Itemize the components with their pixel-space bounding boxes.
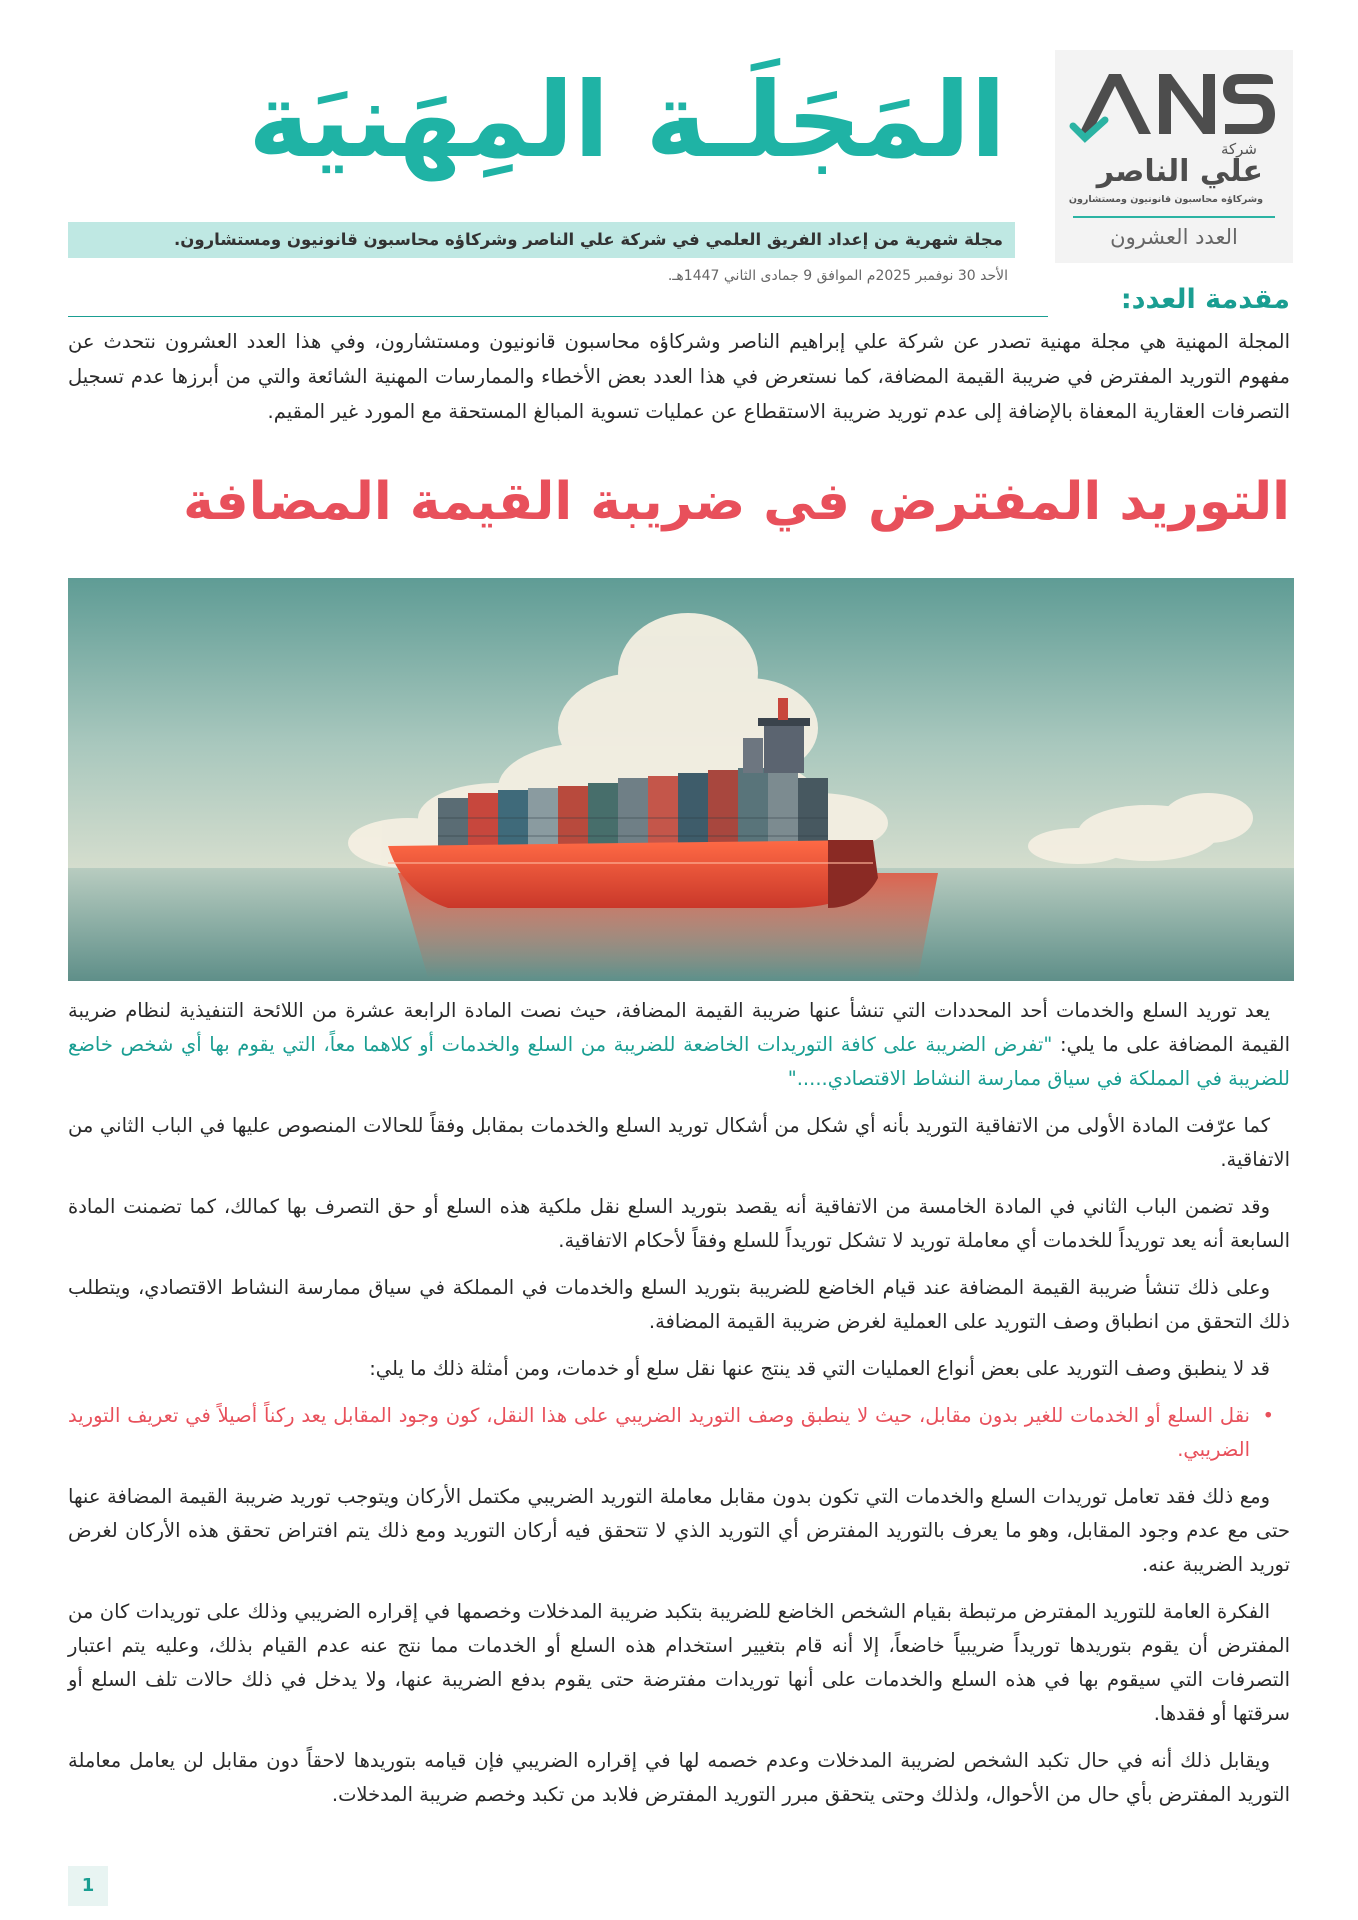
intro-heading: مقدمة العدد: — [1120, 284, 1290, 315]
logo-company-prefix: شركة — [1220, 140, 1257, 158]
logo-divider — [1073, 216, 1275, 218]
issue-date: الأحد 30 نوفمبر 2025م الموافق 9 جمادى الثاني 1447هـ. — [667, 268, 1008, 284]
intro-paragraph: المجلة المهنية هي مجلة مهنية تصدر عن شركة علي إبراهيم الناصر وشركاؤه محاسبون قانونيون ومستشارون، وفي هذا العدد العشرون نتحدث عن مفهوم التوريد المفترض في ضريبة القيمة المضافة، كما نستعرض في هذا العدد بعض الأخطاء والممارسات المهنية الشائعة والتي من أبرزها عدم تسجيل التصرفات العقارية المعفاة بالإضافة إلى عدم توريد ضريبة الاستقطاع عن عمليات تسوية المبالغ المستحقة مع المورد غير المقيم. — [68, 330, 1290, 423]
paragraph-1-lead: يعد توريد السلع والخدمات أحد المحددات التي تنشأ عنها ضريبة القيمة المضافة، حيث نصت المادة الرابعة عشرة من اللائحة التنفيذية لنظام ضريبة القيمة المضافة على ما يلي: — [68, 999, 1290, 1056]
issue-label: العدد العشرون — [1110, 225, 1238, 249]
cargo-ship-image — [68, 578, 1294, 981]
article-body — [68, 994, 1290, 1825]
article-paragraph-4: وعلى ذلك تنشأ ضريبة القيمة المضافة عند قيام الخاضع للضريبة بتوريد السلع والخدمات في المملكة في سياق ممارسة النشاط الاقتصادي، ويتطلب ذلك التحقق من انطباق وصف التوريد على العملية لغرض ضريبة القيمة المضافة. — [68, 1276, 1290, 1333]
company-logo-box — [1055, 50, 1293, 263]
intro-heading-rule — [68, 316, 1048, 317]
article-paragraph-2: كما عرّفت المادة الأولى من الاتفاقية التوريد بأنه أي شكل من أشكال توريد السلع والخدمات بمقابل وفقاً للحالات المنصوص عليها في الباب الثاني من الاتفاقية. — [68, 1114, 1290, 1171]
regulation-quote: "تفرض الضريبة على كافة التوريدات الخاضعة للضريبة من السلع والخدمات أو كلاهما معاً، التي يقوم بها أي شخص خاضع للضريبة في المملكة في سياق ممارسة النشاط الاقتصادي....." — [68, 1033, 1290, 1090]
bullet-text: نقل السلع أو الخدمات للغير بدون مقابل، حيث لا ينطبق وصف التوريد الضريبي على هذا النقل، كون وجود المقابل يعد ركناً أصيلاً في تعريف التوريد الضريبي. — [68, 1404, 1250, 1461]
bullet-dot-icon: • — [1262, 1404, 1274, 1427]
page-number: 1 — [68, 1866, 108, 1906]
ans-logo-icon — [1069, 64, 1279, 146]
article-paragraph-1 — [68, 994, 1290, 1096]
logo-company-name: علي الناصر — [1096, 154, 1263, 189]
article-paragraph-7: الفكرة العامة للتوريد المفترض مرتبطة بقيام الشخص الخاضع للضريبة بتكبد ضريبة المدخلات وخصمها في إقراره الضريبي وذلك على توريدات كان من المفترض أن يقوم بتوريدها توريداً ضريبياً خاضعاً، إلا أنه قام بتغيير استخدام هذه السلع أو الخدمات مما نتج عنه عدم القيام بذلك، وعليه يتم اعتبار التصرفات التي سيقوم بها في هذه السلع والخدمات على أنها توريدات مفترضة حتى يقوم بدفع الضريبة عنها، ولا يدخل في ذلك حالات تلف السلع أو سرقتها أو فقدها. — [68, 1600, 1290, 1725]
article-paragraph-3: وقد تضمن الباب الثاني في المادة الخامسة من الاتفاقية أنه يقصد بتوريد السلع نقل ملكية هذه السلع أو حق التصرف بها كمالك، كما تضمنت المادة السابعة أنه يعد توريداً للخدمات أي معاملة توريد لا تشكل توريداً للسلع وفقاً لأحكام الاتفاقية. — [68, 1195, 1290, 1252]
article-paragraph-5: قد لا ينطبق وصف التوريد على بعض أنواع العمليات التي قد ينتج عنها نقل سلع أو خدمات، ومن أمثلة ذلك ما يلي: — [369, 1357, 1270, 1380]
magazine-title: المَجَلَـة المِهَنيَة — [248, 59, 1006, 181]
logo-tagline: وشركاؤه محاسبون قانونيون ومستشارون — [1068, 194, 1263, 205]
cargo-ship-photo-icon — [68, 578, 1294, 981]
article-paragraph-6: ومع ذلك فقد تعامل توريدات السلع والخدمات التي تكون بدون مقابل معاملة التوريد الضريبي مكتمل الأركان ويتوجب توريد ضريبة القيمة المضافة عنها حتى مع عدم وجود المقابل، وهو ما يعرف بالتوريد المفترض أي التوريد الذي لا تتحقق فيه أركان التوريد ومع ذلك يتم افتراض تحقق هذه الأركان لغرض توريد الضريبة عنه. — [68, 1485, 1290, 1576]
article-title: التوريد المفترض في ضريبة القيمة المضافة — [183, 472, 1290, 532]
bullet-item — [68, 1399, 1290, 1467]
article-paragraph-8: ويقابل ذلك أنه في حال تكبد الشخص لضريبة المدخلات وعدم خصمه لها في إقراره الضريبي فإن قيامه بتوريدها لاحقاً دون مقابل لن يعامل معاملة التوريد المفترض بأي حال من الأحوال، ولذلك وحتى يتحقق مبرر التوريد المفترض فلابد من تكبد وخصم ضريبة المدخلات. — [68, 1749, 1290, 1806]
magazine-tagline: مجلة شهرية من إعداد الفريق العلمي في شركة علي الناصر وشركاؤه محاسبون قانونيون ومستشارون. — [68, 222, 1015, 258]
